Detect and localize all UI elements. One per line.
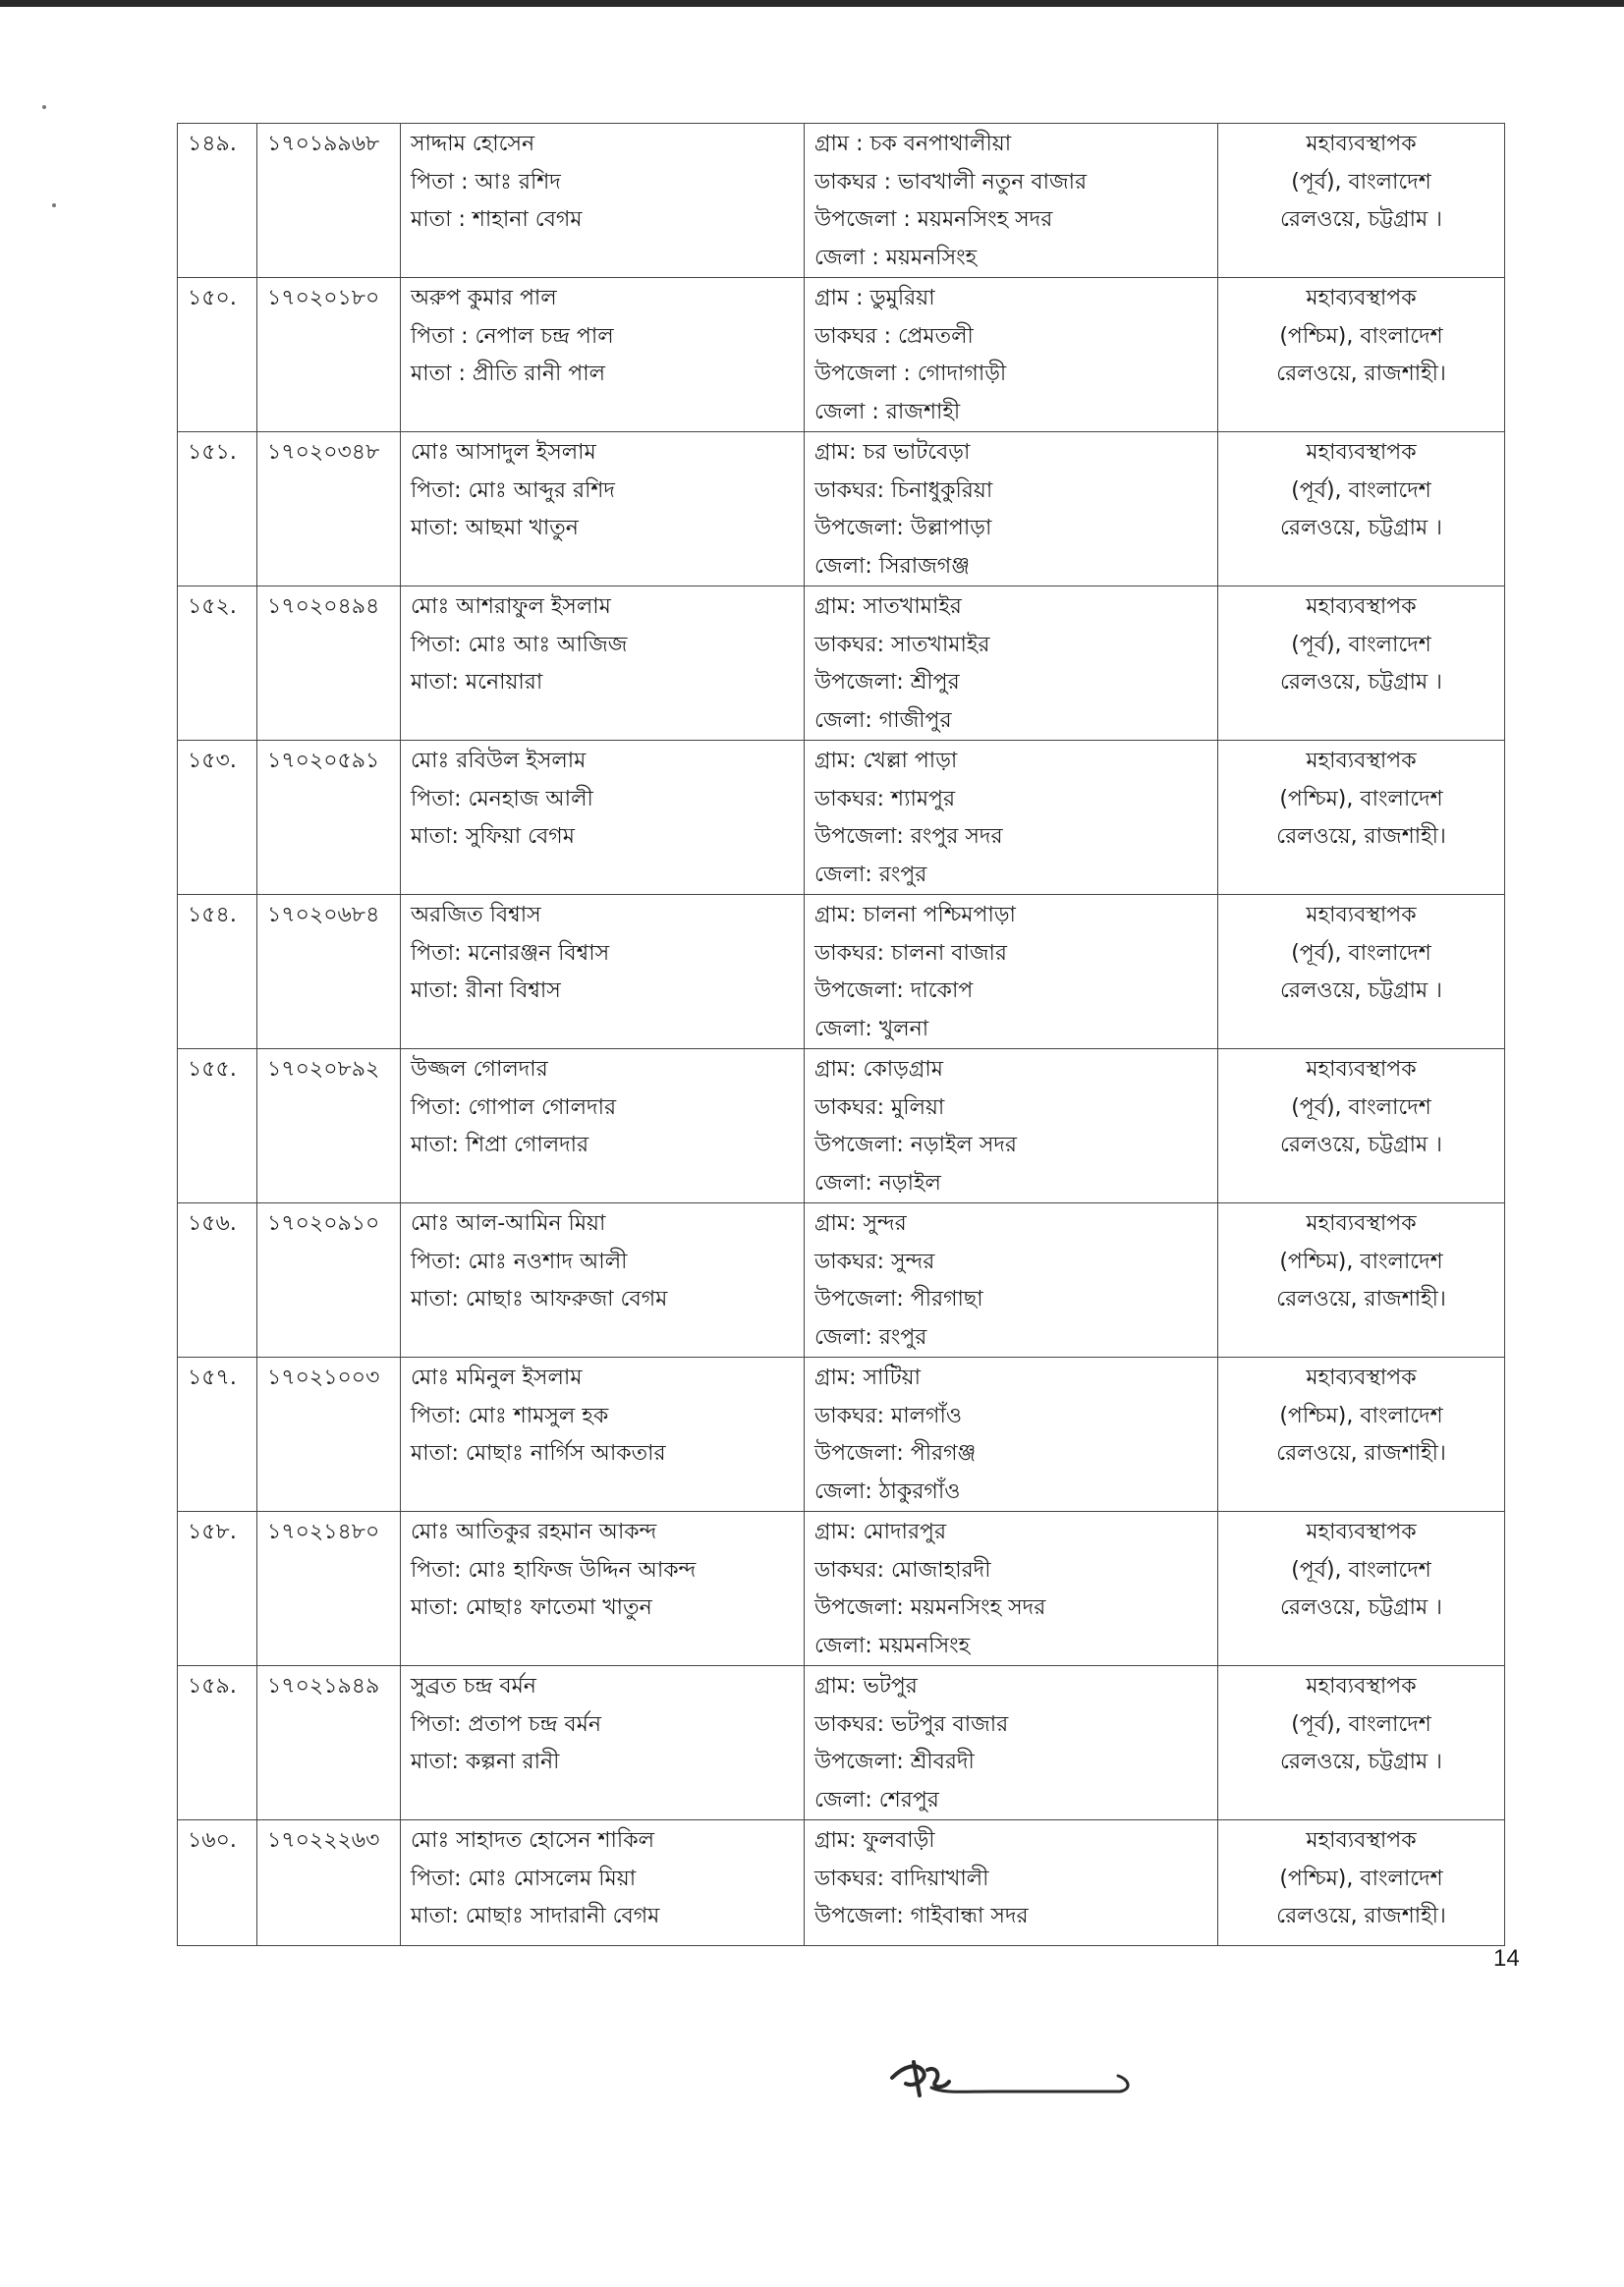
candidate-name: মোঃ আসাদুল ইসলাম bbox=[411, 440, 596, 465]
name-cell bbox=[401, 1820, 805, 1946]
office-line: (পূর্ব), বাংলাদেশ bbox=[1291, 1711, 1431, 1737]
mother-name: মাতা: মোছাঃ নার্গিস আকতার bbox=[411, 1441, 666, 1466]
scan-speck bbox=[52, 203, 56, 207]
address-village: গ্রাম: খেল্লা পাড়া bbox=[814, 749, 958, 773]
name-cell bbox=[401, 1203, 805, 1358]
candidate-name: সুব্রত চন্দ্র বর্মন bbox=[411, 1674, 536, 1699]
candidate-name: মোঃ আতিকুর রহমান আকন্দ bbox=[411, 1520, 657, 1544]
candidate-table bbox=[177, 123, 1505, 1946]
office-cell bbox=[1218, 432, 1505, 586]
mother-name: মাতা : প্রীতি রানী পাল bbox=[411, 362, 605, 386]
name-cell bbox=[401, 278, 805, 432]
candidate-name: মোঃ আশরাফুল ইসলাম bbox=[411, 594, 611, 619]
candidate-name: উজ্জল গোলদার bbox=[411, 1057, 548, 1082]
address-district: জেলা: শেরপুর bbox=[814, 1787, 939, 1813]
office-line: মহাব্যবস্থাপক bbox=[1306, 286, 1417, 310]
address-district: জেলা : রাজশাহী bbox=[814, 399, 961, 424]
office-line: মহাব্যবস্থাপক bbox=[1306, 1828, 1417, 1853]
roll-cell: ১৭০২১৪৮০ bbox=[257, 1512, 401, 1666]
address-district: জেলা : ময়মনসিংহ bbox=[814, 245, 978, 270]
name-cell bbox=[401, 1666, 805, 1820]
address-cell bbox=[805, 586, 1218, 741]
serial-cell: ১৬০. bbox=[178, 1820, 257, 1946]
office-line: রেলওয়ে, চট্টগ্রাম । bbox=[1279, 207, 1443, 232]
address-village: গ্রাম: চর ভাটবেড়া bbox=[814, 440, 971, 465]
office-cell bbox=[1218, 1512, 1505, 1666]
roll-cell: ১৭০২০৪৯৪ bbox=[257, 586, 401, 741]
office-line: মহাব্যবস্থাপক bbox=[1306, 1057, 1417, 1082]
address-cell bbox=[805, 741, 1218, 895]
office-line: রেলওয়ে, চট্টগ্রাম । bbox=[1279, 1133, 1443, 1157]
address-cell bbox=[805, 1049, 1218, 1203]
office-line: রেলওয়ে, রাজশাহী। bbox=[1276, 1287, 1446, 1311]
serial-cell: ১৪৯. bbox=[178, 124, 257, 278]
address-village: গ্রাম: সুন্দর bbox=[814, 1211, 907, 1236]
table-row bbox=[178, 586, 1505, 741]
father-name: পিতা: মনোরঞ্জন বিশ্বাস bbox=[411, 940, 610, 966]
table-row bbox=[178, 1358, 1505, 1512]
mother-name: মাতা: মনোয়ারা bbox=[411, 670, 543, 695]
address-village: গ্রাম: চালনা পশ্চিমপাড়া bbox=[814, 903, 1016, 927]
table-row bbox=[178, 278, 1505, 432]
father-name: পিতা: মেনহাজ আলী bbox=[411, 786, 593, 811]
address-upazila: উপজেলা: উল্লাপাড়া bbox=[814, 516, 992, 540]
address-post: ডাকঘর: মালগাঁও bbox=[814, 1403, 963, 1428]
address-cell bbox=[805, 432, 1218, 586]
table-row bbox=[178, 895, 1505, 1049]
serial-cell: ১৫৩. bbox=[178, 741, 257, 895]
serial-cell: ১৫৫. bbox=[178, 1049, 257, 1203]
office-line: মহাব্যবস্থাপক bbox=[1306, 132, 1417, 156]
serial-cell: ১৫৭. bbox=[178, 1358, 257, 1512]
address-post: ডাকঘর: মুলিয়া bbox=[814, 1094, 945, 1120]
top-border bbox=[0, 0, 1624, 7]
office-line: (পূর্ব), বাংলাদেশ bbox=[1291, 477, 1431, 503]
office-line: মহাব্যবস্থাপক bbox=[1306, 594, 1417, 619]
name-cell bbox=[401, 124, 805, 278]
roll-cell: ১৭০২০১৮০ bbox=[257, 278, 401, 432]
father-name: পিতা : নেপাল চন্দ্র পাল bbox=[411, 323, 614, 349]
address-village: গ্রাম: সাতখামাইর bbox=[814, 594, 962, 619]
office-line: (পশ্চিম), বাংলাদেশ bbox=[1279, 786, 1443, 811]
mother-name: মাতা: কল্পনা রানী bbox=[411, 1750, 560, 1774]
address-cell bbox=[805, 895, 1218, 1049]
address-upazila: উপজেলা: পীরগাছা bbox=[814, 1287, 983, 1311]
name-cell bbox=[401, 1512, 805, 1666]
address-village: গ্রাম: কোড়গ্রাম bbox=[814, 1057, 943, 1082]
father-name: পিতা: মোঃ আঃ আজিজ bbox=[411, 632, 628, 657]
serial-cell: ১৫৬. bbox=[178, 1203, 257, 1358]
mother-name: মাতা: রীনা বিশ্বাস bbox=[411, 978, 561, 1003]
address-post: ডাকঘর: ভটপুর বাজার bbox=[814, 1711, 1009, 1737]
father-name: পিতা: প্রতাপ চন্দ্র বর্মন bbox=[411, 1711, 602, 1737]
table-row bbox=[178, 432, 1505, 586]
office-cell bbox=[1218, 1203, 1505, 1358]
table-row bbox=[178, 1666, 1505, 1820]
address-cell bbox=[805, 1358, 1218, 1512]
office-cell bbox=[1218, 1820, 1505, 1946]
office-line: রেলওয়ে, চট্টগ্রাম । bbox=[1279, 670, 1443, 695]
serial-cell: ১৫১. bbox=[178, 432, 257, 586]
address-district: জেলা: খুলনা bbox=[814, 1016, 929, 1041]
address-cell bbox=[805, 124, 1218, 278]
address-cell bbox=[805, 1512, 1218, 1666]
office-line: মহাব্যবস্থাপক bbox=[1306, 749, 1417, 773]
name-cell bbox=[401, 741, 805, 895]
father-name: পিতা: গোপাল গোলদার bbox=[411, 1094, 617, 1120]
address-post: ডাকঘর: শ্যামপুর bbox=[814, 786, 956, 811]
office-line: রেলওয়ে, চট্টগ্রাম । bbox=[1279, 1750, 1443, 1774]
address-district: জেলা: ঠাকুরগাঁও bbox=[814, 1478, 961, 1504]
address-upazila: উপজেলা: রংপুর সদর bbox=[814, 824, 1003, 849]
office-line: (পশ্চিম), বাংলাদেশ bbox=[1279, 1403, 1443, 1428]
roll-cell: ১৭০২০৯১০ bbox=[257, 1203, 401, 1358]
office-line: রেলওয়ে, চট্টগ্রাম । bbox=[1279, 1595, 1443, 1620]
scan-speck bbox=[42, 105, 46, 109]
address-upazila: উপজেলা: নড়াইল সদর bbox=[814, 1133, 1018, 1157]
name-cell bbox=[401, 1049, 805, 1203]
office-line: (পূর্ব), বাংলাদেশ bbox=[1291, 1557, 1431, 1583]
mother-name: মাতা: সুফিয়া বেগম bbox=[411, 824, 575, 849]
office-line: (পশ্চিম), বাংলাদেশ bbox=[1279, 1866, 1443, 1891]
address-district: জেলা: রংপুর bbox=[814, 862, 927, 887]
address-village: গ্রাম: ফুলবাড়ী bbox=[814, 1828, 935, 1853]
candidate-name: মোঃ রবিউল ইসলাম bbox=[411, 749, 587, 773]
table-row bbox=[178, 1820, 1505, 1946]
father-name: পিতা: মোঃ মোসলেম মিয়া bbox=[411, 1866, 637, 1891]
roll-cell: ১৭০২০৮৯২ bbox=[257, 1049, 401, 1203]
table-row bbox=[178, 1512, 1505, 1666]
address-upazila: উপজেলা: পীরগঞ্জ bbox=[814, 1441, 977, 1466]
candidate-name: অরজিত বিশ্বাস bbox=[411, 903, 541, 927]
mother-name: মাতা: আছমা খাতুন bbox=[411, 516, 579, 540]
address-post: ডাকঘর: চালনা বাজার bbox=[814, 940, 1007, 966]
table-row bbox=[178, 124, 1505, 278]
roll-cell: ১৭০২১০০৩ bbox=[257, 1358, 401, 1512]
address-district: জেলা: সিরাজগঞ্জ bbox=[814, 553, 970, 579]
address-upazila: উপজেলা : গোদাগাড়ী bbox=[814, 362, 1007, 386]
address-upazila: উপজেলা : ময়মনসিংহ সদর bbox=[814, 207, 1053, 232]
serial-cell: ১৫৯. bbox=[178, 1666, 257, 1820]
office-line: (পূর্ব), বাংলাদেশ bbox=[1291, 1094, 1431, 1120]
office-line: মহাব্যবস্থাপক bbox=[1306, 1211, 1417, 1236]
name-cell bbox=[401, 432, 805, 586]
mother-name: মাতা: শিপ্রা গোলদার bbox=[411, 1133, 589, 1157]
address-upazila: উপজেলা: শ্রীপুর bbox=[814, 670, 960, 695]
address-post: ডাকঘর : প্রেমতলী bbox=[814, 323, 974, 349]
name-cell bbox=[401, 586, 805, 741]
candidate-name: মোঃ আল-আমিন মিয়া bbox=[411, 1211, 606, 1236]
candidate-name: অরুপ কুমার পাল bbox=[411, 286, 557, 310]
candidate-name: মোঃ সাহাদত হোসেন শাকিল bbox=[411, 1828, 654, 1853]
signature-icon bbox=[884, 2048, 1140, 2117]
serial-cell: ১৫০. bbox=[178, 278, 257, 432]
father-name: পিতা: মোঃ হাফিজ উদ্দিন আকন্দ bbox=[411, 1557, 697, 1583]
table-row bbox=[178, 1049, 1505, 1203]
office-cell bbox=[1218, 1666, 1505, 1820]
address-village: গ্রাম: ভটপুর bbox=[814, 1674, 918, 1699]
serial-cell: ১৫৪. bbox=[178, 895, 257, 1049]
address-post: ডাকঘর: সাতখামাইর bbox=[814, 632, 990, 657]
address-cell bbox=[805, 278, 1218, 432]
office-line: (পশ্চিম), বাংলাদেশ bbox=[1279, 323, 1443, 349]
office-line: রেলওয়ে, চট্টগ্রাম । bbox=[1279, 978, 1443, 1003]
father-name: পিতা: মোঃ শামসুল হক bbox=[411, 1403, 609, 1428]
candidate-name: মোঃ মমিনুল ইসলাম bbox=[411, 1366, 583, 1390]
address-district: জেলা: গাজীপুর bbox=[814, 707, 952, 733]
office-line: মহাব্যবস্থাপক bbox=[1306, 1674, 1417, 1699]
roll-cell: ১৭০২০৬৮৪ bbox=[257, 895, 401, 1049]
address-cell bbox=[805, 1666, 1218, 1820]
roll-cell: ১৭০২০৩৪৮ bbox=[257, 432, 401, 586]
office-cell bbox=[1218, 278, 1505, 432]
table-row bbox=[178, 741, 1505, 895]
mother-name: মাতা : শাহানা বেগম bbox=[411, 207, 583, 232]
address-village: গ্রাম: মোদারপুর bbox=[814, 1520, 947, 1544]
address-post: ডাকঘর: মোজাহারদী bbox=[814, 1557, 991, 1583]
office-cell bbox=[1218, 895, 1505, 1049]
roll-cell: ১৭০১৯৯৬৮ bbox=[257, 124, 401, 278]
office-line: রেলওয়ে, চট্টগ্রাম । bbox=[1279, 516, 1443, 540]
address-post: ডাকঘর: সুন্দর bbox=[814, 1249, 935, 1274]
office-cell bbox=[1218, 1049, 1505, 1203]
address-upazila: উপজেলা: দাকোপ bbox=[814, 978, 974, 1003]
address-post: ডাকঘর: চিনাধুকুরিয়া bbox=[814, 477, 993, 503]
candidate-name: সাদ্দাম হোসেন bbox=[411, 132, 535, 156]
office-line: রেলওয়ে, রাজশাহী। bbox=[1276, 824, 1446, 849]
mother-name: মাতা: মোছাঃ আফরুজা বেগম bbox=[411, 1287, 668, 1311]
office-line: মহাব্যবস্থাপক bbox=[1306, 1366, 1417, 1390]
serial-cell: ১৫৮. bbox=[178, 1512, 257, 1666]
mother-name: মাতা: মোছাঃ সাদারানী বেগম bbox=[411, 1904, 660, 1928]
office-line: (পূর্ব), বাংলাদেশ bbox=[1291, 940, 1431, 966]
office-cell bbox=[1218, 124, 1505, 278]
address-post: ডাকঘর: বাদিয়াখালী bbox=[814, 1866, 989, 1891]
office-line: মহাব্যবস্থাপক bbox=[1306, 440, 1417, 465]
office-line: রেলওয়ে, রাজশাহী। bbox=[1276, 362, 1446, 386]
address-cell bbox=[805, 1203, 1218, 1358]
father-name: পিতা: মোঃ আব্দুর রশিদ bbox=[411, 477, 615, 503]
candidate-table-body bbox=[178, 124, 1505, 1946]
office-line: রেলওয়ে, রাজশাহী। bbox=[1276, 1904, 1446, 1928]
roll-cell: ১৭০২২২৬৩ bbox=[257, 1820, 401, 1946]
name-cell bbox=[401, 1358, 805, 1512]
name-cell bbox=[401, 895, 805, 1049]
office-cell bbox=[1218, 586, 1505, 741]
address-upazila: উপজেলা: শ্রীবরদী bbox=[814, 1750, 975, 1774]
address-district: জেলা: ময়মনসিংহ bbox=[814, 1633, 971, 1658]
father-name: পিতা : আঃ রশিদ bbox=[411, 169, 561, 195]
address-village: গ্রাম : চক বনপাথালীয়া bbox=[814, 132, 1012, 156]
address-district: জেলা: নড়াইল bbox=[814, 1170, 941, 1196]
address-cell bbox=[805, 1820, 1218, 1946]
father-name: পিতা: মোঃ নওশাদ আলী bbox=[411, 1249, 628, 1274]
mother-name: মাতা: মোছাঃ ফাতেমা খাতুন bbox=[411, 1595, 652, 1620]
address-village: গ্রাম : ডুমুরিয়া bbox=[814, 286, 935, 310]
office-line: রেলওয়ে, রাজশাহী। bbox=[1276, 1441, 1446, 1466]
address-post: ডাকঘর : ভাবখালী নতুন বাজার bbox=[814, 169, 1088, 195]
office-line: মহাব্যবস্থাপক bbox=[1306, 1520, 1417, 1544]
address-upazila: উপজেলা: ময়মনসিংহ সদর bbox=[814, 1595, 1046, 1620]
office-line: মহাব্যবস্থাপক bbox=[1306, 903, 1417, 927]
office-line: (পূর্ব), বাংলাদেশ bbox=[1291, 632, 1431, 657]
office-line: (পূর্ব), বাংলাদেশ bbox=[1291, 169, 1431, 195]
office-line: (পশ্চিম), বাংলাদেশ bbox=[1279, 1249, 1443, 1274]
address-district: জেলা: রংপুর bbox=[814, 1324, 927, 1350]
address-upazila: উপজেলা: গাইবান্ধা সদর bbox=[814, 1904, 1029, 1928]
serial-cell: ১৫২. bbox=[178, 586, 257, 741]
roll-cell: ১৭০২০৫৯১ bbox=[257, 741, 401, 895]
roll-cell: ১৭০২১৯৪৯ bbox=[257, 1666, 401, 1820]
table-row bbox=[178, 1203, 1505, 1358]
office-cell bbox=[1218, 1358, 1505, 1512]
address-village: গ্রাম: সাটিয়া bbox=[814, 1366, 922, 1390]
page-number: 14 bbox=[1493, 1945, 1520, 1972]
office-cell bbox=[1218, 741, 1505, 895]
